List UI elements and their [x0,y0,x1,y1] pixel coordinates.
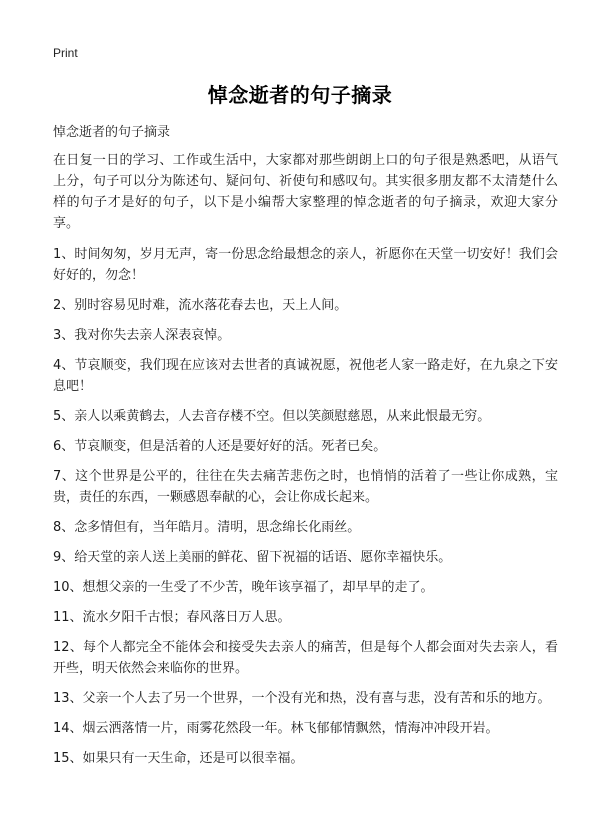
quote-item-7: 7、这个世界是公平的，往往在失去痛苦悲伤之时，也悄悄的活着了一些让你成熟，宝贵，责任的东西，一颗感恩奉献的心，会让你成长起来。 [53,469,558,505]
quote-item-8: 8、念多情但有，当年皓月。清明，思念绵长化雨丝。 [53,520,361,535]
quote-item-12: 12、每个人都完全不能体会和接受失去亲人的痛苦，但是每个人都会面对失去亲人，看开些，明天依然会来临你的世界。 [53,640,558,676]
quote-item-5: 5、亲人以乘黄鹤去，人去音存楼不空。但以笑颜慰慈恩，从来此恨最无穷。 [53,409,491,424]
print-link[interactable]: Print [53,46,78,60]
quote-item-10: 10、想想父亲的一生受了不少苦，晚年该享福了，却早早的走了。 [53,580,434,595]
quote-item-15: 15、如果只有一天生命，还是可以很幸福。 [53,751,304,766]
quote-item-14: 14、烟云洒落情一片，雨雾花然段一年。林飞郁郁情飘然，情海冲冲段开岩。 [53,721,499,736]
quote-item-4: 4、节哀顺变，我们现在应该对去世者的真诚祝愿，祝他老人家一路走好，在九泉之下安息吧！ [53,358,558,394]
intro-paragraph: 在日复一日的学习、工作或生活中，大家都对那些朗朗上口的句子很是熟悉吧，从语气上分，句子可以分为陈述句、疑问句、祈使句和感叹句。其实很多朋友都不太清楚什么样的句子才是好的句子，以下是小编帮大家整理的悼念逝者的句子摘录，欢迎大家分享。 [53,153,558,231]
page-title: 悼念逝者的句子摘录 [207,83,393,107]
quote-item-1: 1、时间匆匆，岁月无声，寄一份思念给最想念的亲人，祈愿你在天堂一切安好！我们会好好的，勿念！ [53,247,558,283]
quote-item-13: 13、父亲一个人去了另一个世界，一个没有光和热，没有喜与悲，没有苦和乐的地方。 [53,691,551,706]
quote-item-3: 3、我对你失去亲人深表哀悼。 [53,328,231,343]
article-body [53,150,558,778]
quote-item-6: 6、节哀顺变，但是活着的人还是要好好的活。死者已矣。 [53,439,387,454]
article-subtitle: 悼念逝者的句子摘录 [53,125,171,140]
quote-item-11: 11、流水夕阳千古恨；春风落日万人思。 [53,610,291,625]
quote-item-2: 2、别时容易见时难，流水落花春去也，天上人间。 [53,298,348,313]
quote-item-9: 9、给天堂的亲人送上美丽的鲜花、留下祝福的话语、愿你幸福快乐。 [53,550,452,565]
